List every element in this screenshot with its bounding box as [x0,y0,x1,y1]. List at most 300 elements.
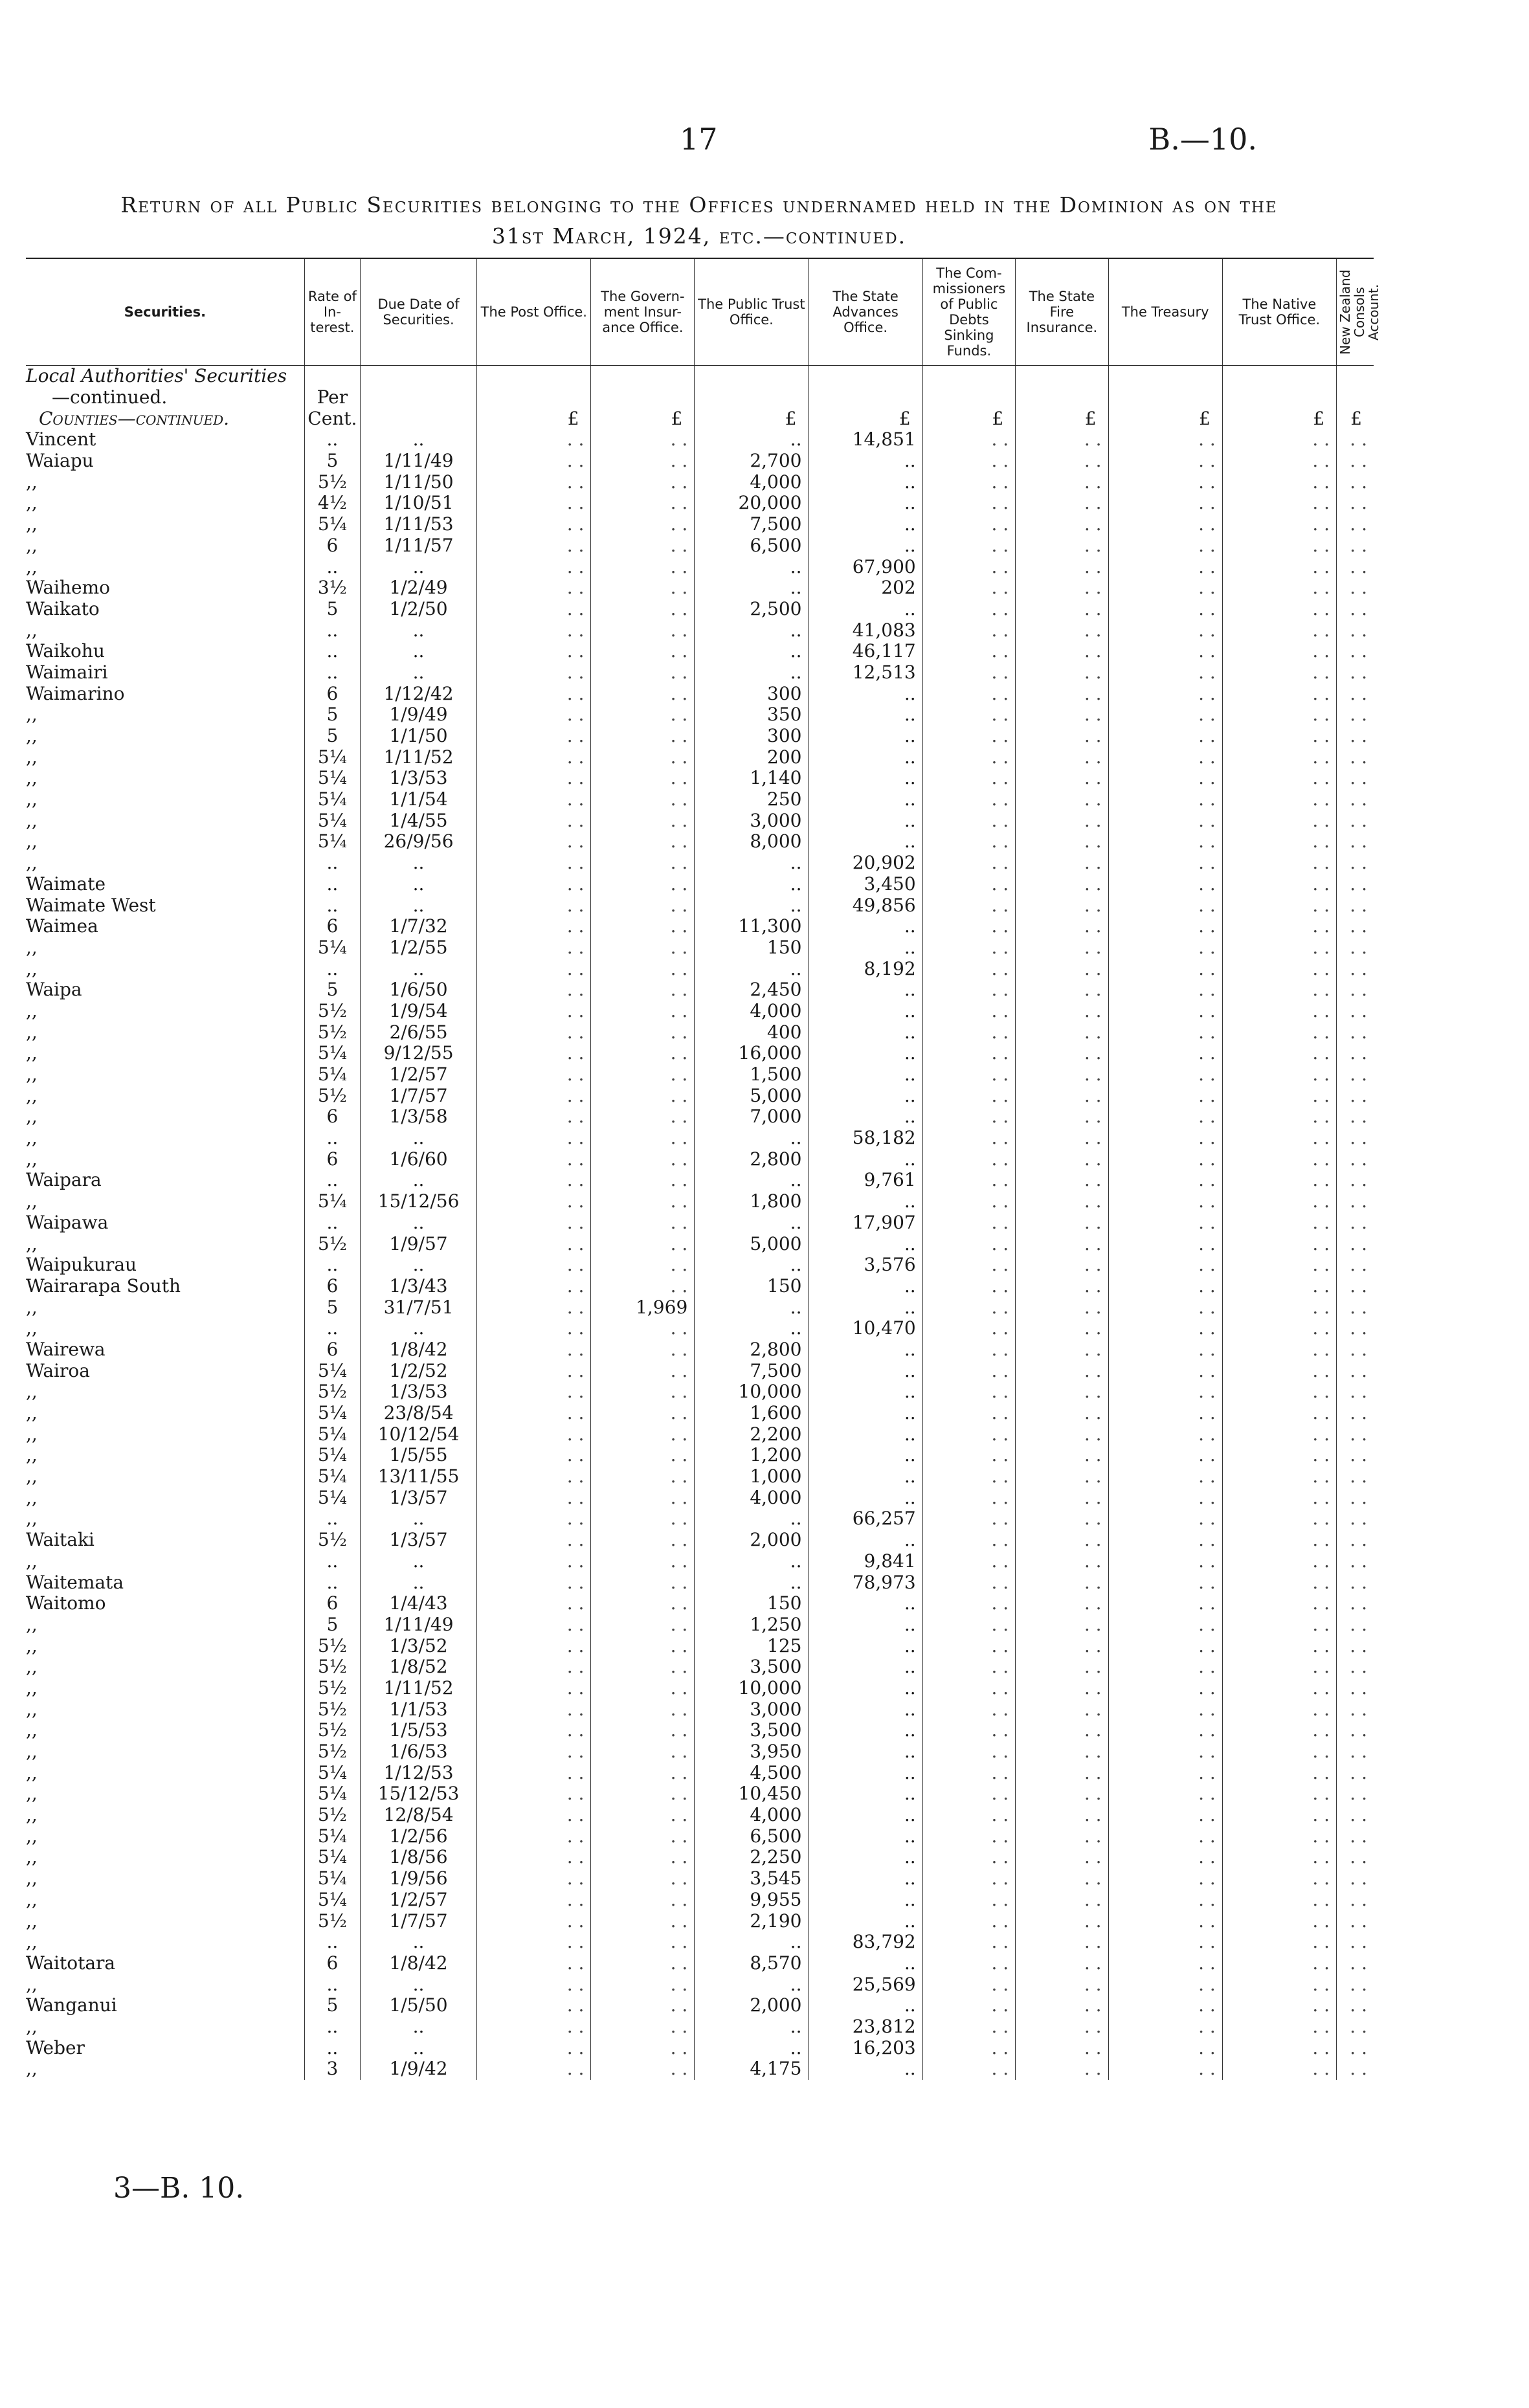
treasury-value: . . [1108,1783,1222,1805]
table-row [26,1318,1374,1339]
consols-value: . . [1337,1783,1374,1805]
state-fire-value: . . [1016,1572,1108,1593]
treasury-value: . . [1108,1890,1222,1911]
consols-value: . . [1337,493,1374,514]
public-trust-value: 150 [695,1276,809,1297]
due-date: 1/3/57 [360,1487,476,1508]
government-insurance-value: . . [591,1339,695,1361]
state-advances-value: .. [809,1530,922,1551]
interest-rate: 5½ [304,1656,360,1678]
interest-rate: 5¼ [304,831,360,853]
government-insurance-value: . . [591,1423,695,1445]
consols-value: . . [1337,726,1374,747]
consols-value: . . [1337,853,1374,874]
security-name: Waipa [26,979,82,1001]
state-advances-value: .. [809,1001,922,1022]
government-insurance-value: . . [591,1593,695,1614]
due-date: 1/5/55 [360,1445,476,1466]
due-date: 1/3/53 [360,1381,476,1403]
native-trust-value: . . [1222,599,1336,620]
due-date: 1/12/42 [360,683,476,704]
interest-rate: .. [304,1974,360,1995]
state-advances-value: .. [809,1699,922,1720]
interest-rate: .. [304,1932,360,1953]
state-fire-value: . . [1016,1001,1108,1022]
due-date: 1/7/57 [360,1910,476,1932]
state-advances-value: .. [809,1043,922,1064]
state-advances-value: .. [809,1825,922,1847]
consols-value: . . [1337,1530,1374,1551]
native-trust-value: . . [1222,1593,1336,1614]
sinking-funds-value: . . [922,895,1015,916]
state-advances-value: 41,083 [809,619,922,641]
section-heading-3: Counties—continued. [39,407,230,429]
table-row [26,1762,1374,1783]
native-trust-value: . . [1222,1720,1336,1741]
native-trust-value: . . [1222,471,1336,493]
interest-rate: 5 [304,599,360,620]
security-name: ,, [26,1846,38,1868]
native-trust-value: . . [1222,726,1336,747]
security-name: ,, [26,1634,38,1656]
state-advances-value: .. [809,1276,922,1297]
consols-value: . . [1337,1593,1374,1614]
native-trust-value: . . [1222,619,1336,641]
table-row [26,1021,1374,1043]
state-advances-value: .. [809,1995,922,2016]
due-date: .. [360,2016,476,2038]
consols-value: . . [1337,1001,1374,1022]
consols-value: . . [1337,1085,1374,1106]
security-name: ,, [26,1402,38,1424]
treasury-value: . . [1108,535,1222,557]
consols-value: . . [1337,2037,1374,2058]
post-office-value: . . [477,1593,591,1614]
due-date: 1/4/43 [360,1593,476,1614]
government-insurance-value: . . [591,810,695,831]
government-insurance-value: . . [591,1678,695,1699]
state-advances-value: 10,470 [809,1318,922,1339]
interest-rate: 5¼ [304,1825,360,1847]
table-row [26,429,1374,451]
security-name: Waimate [26,873,106,895]
post-office-value: . . [477,1381,591,1403]
sinking-funds-value: . . [922,1021,1015,1043]
post-office-value: . . [477,2037,591,2058]
sinking-funds-value: . . [922,1741,1015,1763]
security-name: ,, [26,1550,38,1572]
security-name: ,, [26,1698,38,1720]
state-fire-value: . . [1016,1233,1108,1254]
native-trust-value: . . [1222,1508,1336,1530]
security-name: ,, [26,1508,38,1530]
government-insurance-value: . . [591,1085,695,1106]
government-insurance-value: . . [591,1191,695,1212]
public-trust-value: 2,000 [695,1530,809,1551]
interest-rate: 5¼ [304,1868,360,1890]
table-row [26,1995,1374,2016]
table-row [26,1847,1374,1868]
security-name: Waihemo [26,577,111,599]
public-trust-value: 300 [695,683,809,704]
due-date: .. [360,1572,476,1593]
security-name: ,, [26,725,38,747]
native-trust-value: . . [1222,1148,1336,1170]
table-row [26,1783,1374,1805]
table-row [26,2016,1374,2038]
treasury-value: . . [1108,429,1222,451]
sinking-funds-value: . . [922,1995,1015,2016]
table-row [26,1699,1374,1720]
post-office-value: . . [477,1064,591,1086]
post-office-value: . . [477,1339,591,1361]
section-heading-row [26,366,1374,387]
sinking-funds-value: . . [922,831,1015,853]
public-trust-value: 1,600 [695,1403,809,1424]
interest-rate: 5¼ [304,1762,360,1783]
due-date: 1/3/58 [360,1106,476,1128]
table-row [26,1974,1374,1995]
post-office-value: . . [477,1551,591,1572]
state-fire-value: . . [1016,895,1108,916]
post-office-value: . . [477,683,591,704]
consols-value: . . [1337,768,1374,789]
post-office-value: . . [477,2016,591,2038]
security-name: ,, [26,852,38,874]
security-name: Waikohu [26,640,105,662]
state-advances-value: .. [809,768,922,789]
state-fire-value: . . [1016,768,1108,789]
security-name: ,, [26,1084,38,1106]
table-row [26,2037,1374,2058]
sinking-funds-value: . . [922,1932,1015,1953]
native-trust-value: . . [1222,1064,1336,1086]
interest-rate: .. [304,874,360,895]
due-date: 1/3/52 [360,1635,476,1656]
post-office-value: . . [477,1466,591,1488]
government-insurance-value: . . [591,577,695,599]
government-insurance-value: . . [591,1614,695,1636]
consols-value: . . [1337,1021,1374,1043]
header-consols-text: New Zealand Consols Account. [1337,269,1382,355]
native-trust-value: . . [1222,704,1336,726]
sinking-funds-value: . . [922,662,1015,684]
security-name: Waitotara [26,1952,116,1974]
sinking-funds-value: . . [922,1001,1015,1022]
post-office-value: . . [477,874,591,895]
table-row [26,514,1374,535]
sinking-funds-value: . . [922,1318,1015,1339]
security-name: ,, [26,1656,38,1678]
table-row [26,1148,1374,1170]
state-fire-value: . . [1016,853,1108,874]
treasury-value: . . [1108,451,1222,472]
government-insurance-value: . . [591,535,695,557]
treasury-value: . . [1108,895,1222,916]
security-name: Waitaki [26,1529,95,1551]
public-trust-value: 7,000 [695,1106,809,1128]
interest-rate: 5½ [304,1085,360,1106]
public-trust-value: 7,500 [695,1360,809,1381]
government-insurance-value: . . [591,1403,695,1424]
due-date: 1/11/50 [360,471,476,493]
state-advances-value: .. [809,1614,922,1636]
native-trust-value: . . [1222,1932,1336,1953]
consols-value: . . [1337,599,1374,620]
treasury-value: . . [1108,1170,1222,1191]
post-office-value: . . [477,1635,591,1656]
public-trust-value: 5,000 [695,1085,809,1106]
native-trust-value: . . [1222,1254,1336,1276]
security-name: ,, [26,619,38,641]
government-insurance-value: . . [591,1360,695,1381]
security-name: ,, [26,1888,38,1910]
state-fire-value: . . [1016,2058,1108,2080]
sinking-funds-value: . . [922,1825,1015,1847]
table-row [26,1635,1374,1656]
post-office-value: . . [477,1148,591,1170]
sinking-funds-value: . . [922,853,1015,874]
title-line-2: 31st March, 1924, etc.—continued. [491,223,907,249]
treasury-value: . . [1108,1953,1222,1974]
consols-value: . . [1337,1974,1374,1995]
state-fire-value: . . [1016,1423,1108,1445]
sinking-funds-value: . . [922,958,1015,979]
currency-symbol: £ [1222,408,1336,429]
treasury-value: . . [1108,2058,1222,2080]
native-trust-value: . . [1222,2037,1336,2058]
state-advances-value: .. [809,1106,922,1128]
government-insurance-value: . . [591,662,695,684]
sinking-funds-value: . . [922,1572,1015,1593]
table-row [26,937,1374,959]
treasury-value: . . [1108,1910,1222,1932]
state-fire-value: . . [1016,1276,1108,1297]
security-name: Wairewa [26,1338,106,1360]
sinking-funds-value: . . [922,619,1015,641]
treasury-value: . . [1108,1825,1222,1847]
public-trust-value: .. [695,662,809,684]
security-name: ,, [26,1127,38,1149]
native-trust-value: . . [1222,1170,1336,1191]
government-insurance-value: . . [591,1910,695,1932]
government-insurance-value: . . [591,1974,695,1995]
interest-rate: 5 [304,726,360,747]
consols-value: . . [1337,831,1374,853]
state-fire-value: . . [1016,1064,1108,1086]
security-name: ,, [26,1677,38,1699]
state-advances-value: .. [809,1910,922,1932]
security-name: Weber [26,2036,85,2058]
table-row [26,810,1374,831]
due-date: 1/6/50 [360,979,476,1001]
interest-rate: 5¼ [304,1487,360,1508]
currency-symbol: £ [477,408,591,429]
consols-value: . . [1337,1381,1374,1403]
due-date: .. [360,429,476,451]
security-name: Waimairi [26,661,108,683]
state-fire-value: . . [1016,1530,1108,1551]
state-advances-value: 58,182 [809,1128,922,1149]
interest-rate: 5¼ [304,810,360,831]
interest-rate: 3½ [304,577,360,599]
post-office-value: . . [477,1783,591,1805]
table-row [26,1423,1374,1445]
government-insurance-value: . . [591,937,695,959]
sinking-funds-value: . . [922,1254,1015,1276]
post-office-value: . . [477,1805,591,1826]
due-date: 1/2/57 [360,1064,476,1086]
interest-rate: 5½ [304,1678,360,1699]
native-trust-value: . . [1222,1466,1336,1488]
security-name: ,, [26,1486,38,1508]
native-trust-value: . . [1222,746,1336,768]
state-advances-value: 12,513 [809,662,922,684]
security-name: ,, [26,1973,38,1995]
security-name: ,, [26,809,38,831]
state-advances-value: 16,203 [809,2037,922,2058]
header-consols [1337,258,1382,366]
state-fire-value: . . [1016,746,1108,768]
government-insurance-value: . . [591,599,695,620]
government-insurance-value: . . [591,1805,695,1826]
post-office-value: . . [477,662,591,684]
interest-rate: .. [304,1508,360,1530]
interest-rate: 5 [304,451,360,472]
public-trust-value: .. [695,895,809,916]
state-advances-value: .. [809,1868,922,1890]
consols-value: . . [1337,1953,1374,1974]
security-name: ,, [26,1232,38,1254]
due-date: .. [360,641,476,662]
header-securities: Securities. [26,258,304,366]
due-date: 1/9/42 [360,2058,476,2080]
native-trust-value: . . [1222,641,1336,662]
treasury-value: . . [1108,1974,1222,1995]
state-fire-value: . . [1016,1551,1108,1572]
treasury-value: . . [1108,662,1222,684]
interest-rate: 5 [304,1995,360,2016]
government-insurance-value: . . [591,1741,695,1763]
state-advances-value: .. [809,1339,922,1361]
government-insurance-value: . . [591,1064,695,1086]
native-trust-value: . . [1222,1551,1336,1572]
post-office-value: . . [477,1932,591,1953]
state-fire-value: . . [1016,2016,1108,2038]
table-row [26,1572,1374,1593]
due-date: 1/5/53 [360,1720,476,1741]
treasury-value: . . [1108,1847,1222,1868]
treasury-value: . . [1108,1297,1222,1318]
state-advances-value: 23,812 [809,2016,922,2038]
state-fire-value: . . [1016,429,1108,451]
native-trust-value: . . [1222,1530,1336,1551]
header-sinking-funds: The Com- missioners of Public Debts Sinking Funds. [922,258,1015,366]
sinking-funds-value: . . [922,1191,1015,1212]
due-date: 31/7/51 [360,1297,476,1318]
post-office-value: . . [477,1995,591,2016]
post-office-value: . . [477,1001,591,1022]
post-office-value: . . [477,1191,591,1212]
consols-value: . . [1337,1656,1374,1678]
sinking-funds-value: . . [922,514,1015,535]
consols-value: . . [1337,1360,1374,1381]
native-trust-value: . . [1222,1741,1336,1763]
public-trust-value: .. [695,1551,809,1572]
public-trust-value: 3,545 [695,1868,809,1890]
security-name: ,, [26,1021,38,1043]
security-name: ,, [26,513,38,535]
consols-value: . . [1337,471,1374,493]
sinking-funds-value: . . [922,916,1015,937]
sinking-funds-value: . . [922,451,1015,472]
table-row [26,831,1374,853]
security-name: ,, [26,1761,38,1783]
interest-rate: 5¼ [304,1191,360,1212]
state-fire-value: . . [1016,641,1108,662]
sinking-funds-value: . . [922,979,1015,1001]
public-trust-value: 9,955 [695,1890,809,1911]
table-row [26,1805,1374,1826]
treasury-value: . . [1108,874,1222,895]
security-name: Waipara [26,1169,102,1191]
public-trust-value: 250 [695,789,809,810]
state-fire-value: . . [1016,810,1108,831]
due-date: .. [360,874,476,895]
security-name: ,, [26,831,38,853]
sinking-funds-value: . . [922,577,1015,599]
post-office-value: . . [477,1276,591,1297]
due-date: 1/4/55 [360,810,476,831]
treasury-value: . . [1108,1212,1222,1234]
native-trust-value: . . [1222,1678,1336,1699]
consols-value: . . [1337,1847,1374,1868]
interest-rate: 5¼ [304,1783,360,1805]
state-advances-value: .. [809,1381,922,1403]
state-advances-value: .. [809,535,922,557]
post-office-value: . . [477,619,591,641]
table-row [26,1530,1374,1551]
interest-rate: 5½ [304,1381,360,1403]
interest-rate: 6 [304,1953,360,1974]
public-trust-value: .. [695,1128,809,1149]
post-office-value: . . [477,535,591,557]
consols-value: . . [1337,1423,1374,1445]
native-trust-value: . . [1222,1953,1336,1974]
security-name: ,, [26,1042,38,1064]
government-insurance-value: . . [591,1953,695,1974]
native-trust-value: . . [1222,810,1336,831]
state-fire-value: . . [1016,1297,1108,1318]
native-trust-value: . . [1222,768,1336,789]
consols-value: . . [1337,1297,1374,1318]
native-trust-value: . . [1222,1043,1336,1064]
government-insurance-value: . . [591,1318,695,1339]
security-name: ,, [26,534,38,556]
consols-value: . . [1337,746,1374,768]
treasury-value: . . [1108,493,1222,514]
state-fire-value: . . [1016,1254,1108,1276]
table-row [26,1445,1374,1466]
security-name: ,, [26,1931,38,1953]
table-row [26,1593,1374,1614]
post-office-value: . . [477,1423,591,1445]
post-office-value: . . [477,1233,591,1254]
government-insurance-value: . . [591,683,695,704]
sinking-funds-value: . . [922,429,1015,451]
sinking-funds-value: . . [922,1170,1015,1191]
interest-rate: 5¼ [304,1064,360,1086]
